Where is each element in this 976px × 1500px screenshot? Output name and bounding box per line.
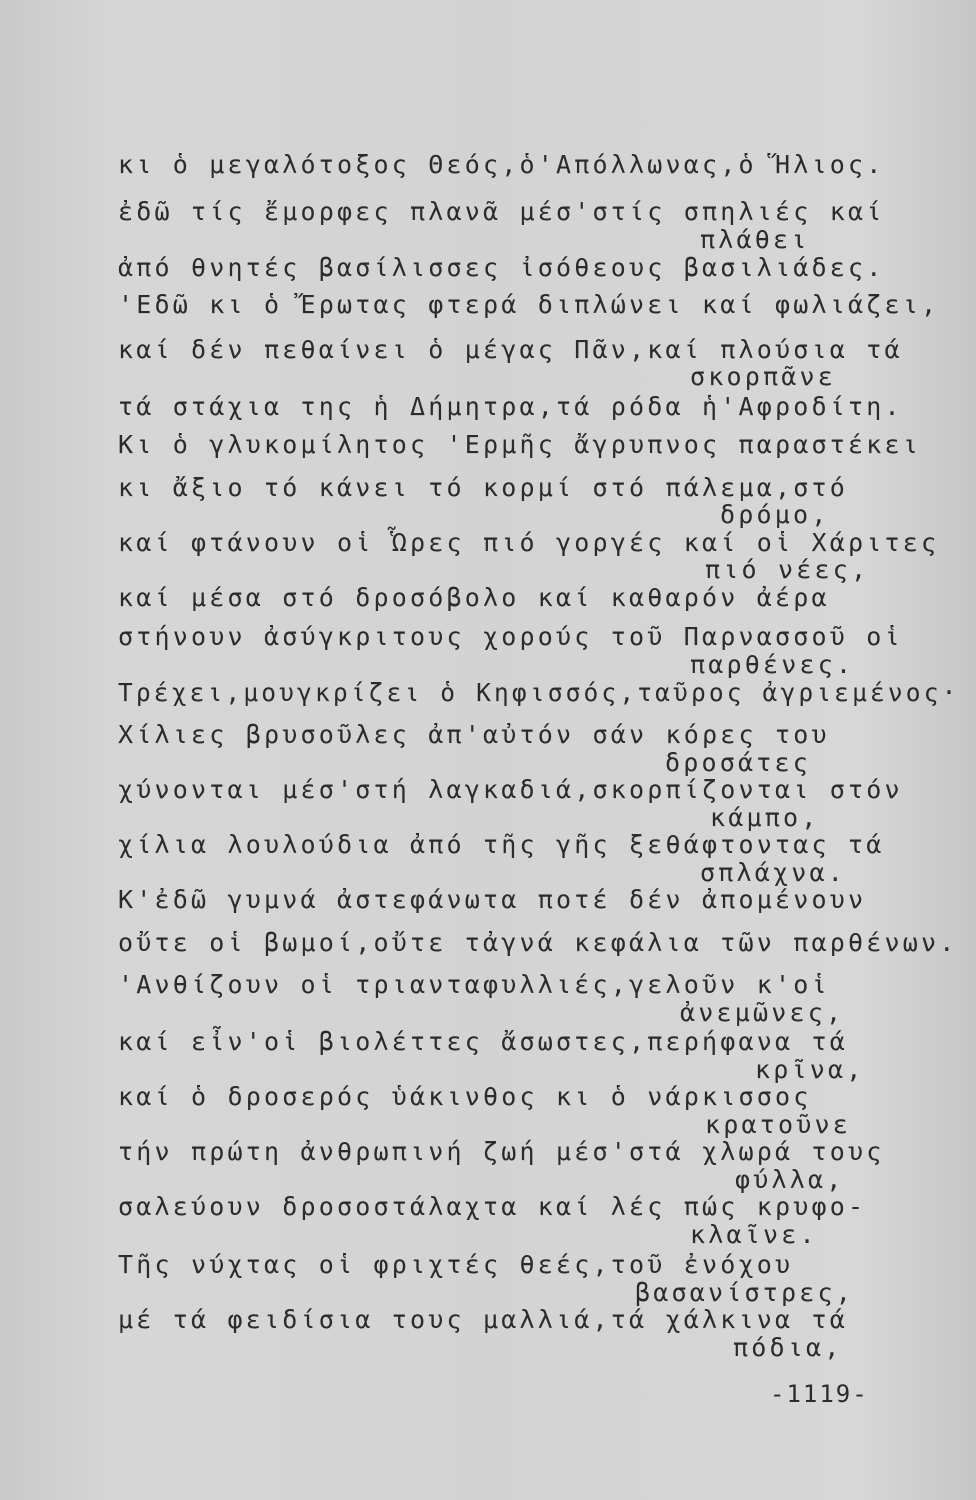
- poem-line: ἐδῶ τίς ἔμορφες πλανᾶ μέσ'στίς σπηλιές καί: [118, 197, 885, 226]
- poem-line: Τῆς νύχτας οἱ φριχτές θεές,τοῦ ἐνόχου: [118, 1250, 794, 1279]
- poem-line: καί μέσα στό δροσόβολο καί καθαρόν ἀέρα: [118, 583, 830, 612]
- poem-line: Κ'ἐδῶ γυμνά ἀστεφάνωτα ποτέ δέν ἀπομένουν: [118, 885, 867, 914]
- poem-line: σπλάχνα.: [700, 858, 847, 887]
- page-number: -1119-: [770, 1380, 869, 1408]
- poem-line: κρατοῦνε: [705, 1110, 852, 1139]
- poem-line: σαλεύουν δροσοστάλαχτα καί λές πώς κρυφο-: [118, 1192, 867, 1221]
- poem-line: πλάθει: [700, 225, 810, 254]
- poem-line: φύλλα,: [735, 1165, 845, 1194]
- poem-line: οὔτε οἱ βωμοί,οὔτε τἀγνά κεφάλια τῶν παρθένων.: [118, 928, 958, 957]
- poem-line: τά στάχια της ἡ Δήμητρα,τά ρόδα ἡ'Αφροδίτη.: [118, 392, 903, 421]
- poem-line: καί φτάνουν οἱ Ὧρες πιό γοργές καί οἱ Χάριτες: [118, 528, 940, 557]
- poem-line: παρθένες.: [690, 650, 855, 679]
- poem-line: τήν πρώτη ἀνθρωπινή ζωή μέσ'στά χλωρά τους: [118, 1137, 885, 1166]
- poem-line: δροσάτες: [665, 748, 812, 777]
- poem-line: χίλια λουλούδια ἀπό τῆς γῆς ξεθάφτοντας τά: [118, 830, 885, 859]
- poem-line: καί εἶν'οἱ βιολέττες ἄσωστες,περήφανα τά: [118, 1027, 849, 1056]
- poem-line: στήνουν ἀσύγκριτους χορούς τοῦ Παρνασσοῦ οἱ: [118, 622, 903, 651]
- poem-line: ἀνεμῶνες,: [680, 998, 845, 1027]
- poem-line: μέ τά φειδίσια τους μαλλιά,τά χάλκινα τά: [118, 1305, 849, 1334]
- poem-line: 'Ανθίζουν οἱ τριανταφυλλιές,γελοῦν κ'οἱ: [118, 970, 830, 999]
- poem-line: πόδια,: [733, 1333, 843, 1362]
- poem-line: Χίλιες βρυσοῦλες ἀπ'αὐτόν σάν κόρες του: [118, 720, 830, 749]
- poem-line: Κι ὁ γλυκομίλητος 'Ερμῆς ἄγρυπνος παραστέκει: [118, 430, 922, 459]
- poem-line: βασανίστρες,: [635, 1278, 855, 1307]
- poem-line: κι ἄξιο τό κάνει τό κορμί στό πάλεμα,στό: [118, 473, 849, 502]
- poem-line: κλαῖνε.: [690, 1220, 818, 1249]
- poem-line: σκορπᾶνε: [690, 362, 837, 391]
- poem-line: δρόμο,: [720, 500, 830, 529]
- poem-line: κρῖνα,: [755, 1055, 865, 1084]
- poem-line: κάμπο,: [710, 803, 820, 832]
- poem-line: ἀπό θνητές βασίλισσες ἰσόθεους βασιλιάδες.: [118, 253, 885, 282]
- poem-line: Τρέχει,μουγκρίζει ὁ Κηφισσός,ταῦρος ἀγριεμένος·: [118, 678, 960, 707]
- poem-line: καί ὁ δροσερός ὑάκινθος κι ὁ νάρκισσος: [118, 1082, 812, 1111]
- poem-line: πιό νέες,: [705, 555, 870, 584]
- poem-line: χύνονται μέσ'στή λαγκαδιά,σκορπίζονται στόν: [118, 775, 903, 804]
- poem-line: 'Εδῶ κι ὁ Ἔρωτας φτερά διπλώνει καί φωλιάζει,: [118, 290, 940, 319]
- poem-line: κι ὁ μεγαλότοξος Θεός,ὁ'Απόλλωνας,ὁ Ἥλιος.: [118, 150, 885, 179]
- poem-line: καί δέν πεθαίνει ὁ μέγας Πᾶν,καί πλούσια τά: [118, 335, 903, 364]
